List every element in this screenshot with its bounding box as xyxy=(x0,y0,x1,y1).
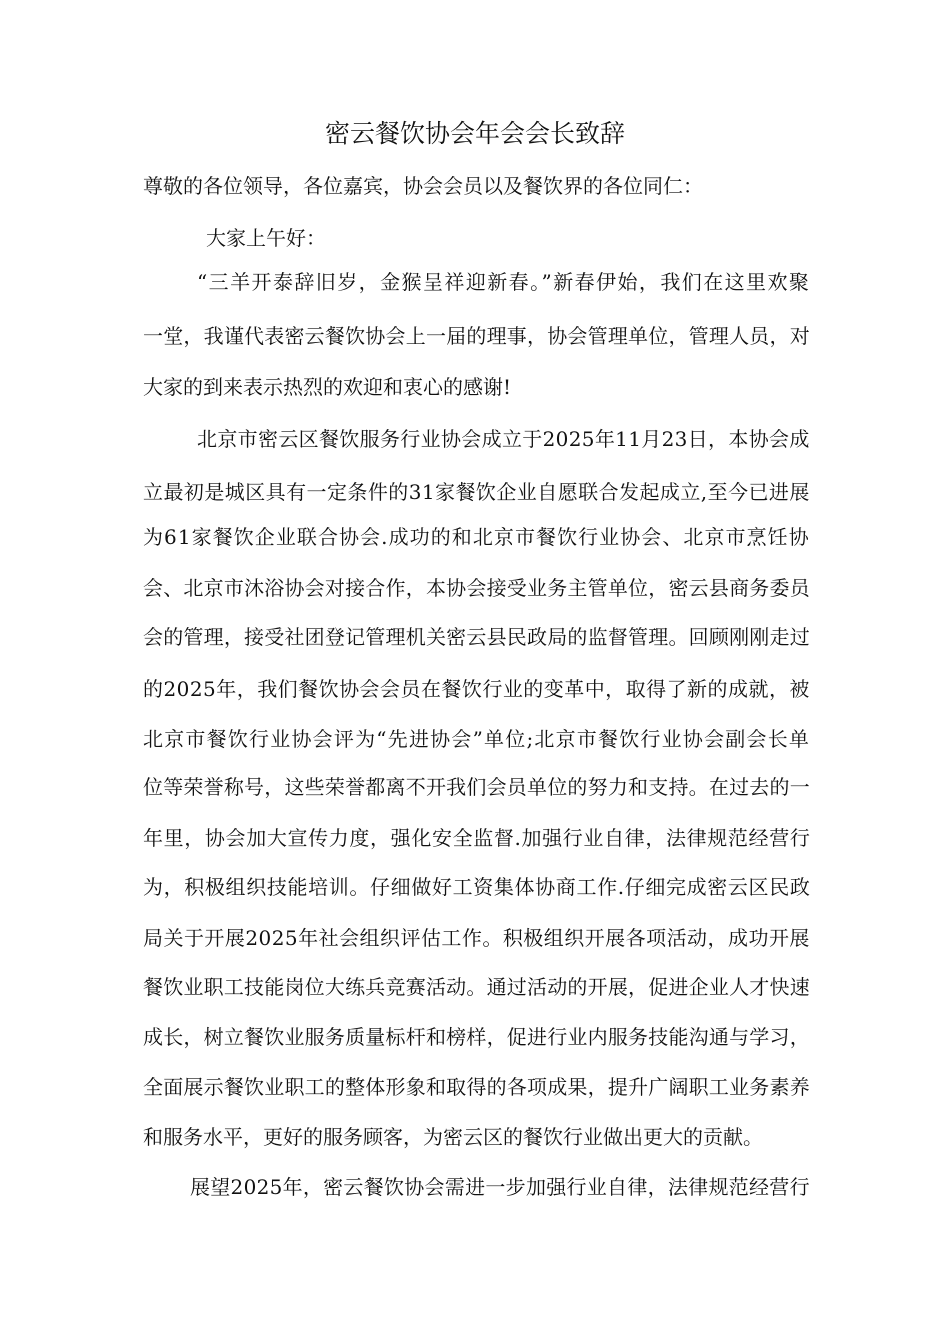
salutation: 尊敬的各位领导，各位嘉宾，协会会员以及餐饮界的各位同仁： xyxy=(143,174,703,198)
paragraph-2-line: 餐饮业职工技能岗位大练兵竞赛活动。通过活动的开展，促进企业人才快速 xyxy=(143,975,810,999)
paragraph-2-line: 会的管理，接受社团登记管理机关密云县民政局的监督管理。回顾刚刚走过 xyxy=(143,625,810,649)
paragraph-2-line: 为61家餐饮企业联合协会.成功的和北京市餐饮行业协会、北京市烹饪协 xyxy=(143,525,810,549)
paragraph-2-line: 立最初是城区具有一定条件的31家餐饮企业自愿联合发起成立,至今已进展 xyxy=(143,480,810,504)
paragraph-2-line: 局关于开展2025年社会组织评估工作。积极组织开展各项活动，成功开展 xyxy=(143,926,810,950)
paragraph-1-line: 一堂，我谨代表密云餐饮协会上一届的理事，协会管理单位，管理人员，对 xyxy=(143,324,810,348)
paragraph-2-line: 北京市餐饮行业协会评为“先进协会”单位;北京市餐饮行业协会副会长单 xyxy=(143,727,811,751)
document-title: 密云餐饮协会年会会长致辞 xyxy=(324,119,625,148)
paragraph-2-line: 的2025年，我们餐饮协会会员在餐饮行业的变革中，取得了新的成就，被 xyxy=(143,677,810,701)
paragraph-1-line: “三羊开泰辞旧岁，金猴呈祥迎新春。”新春伊始，我们在这里欢聚 xyxy=(197,270,811,294)
paragraph-2-line: 年里，协会加大宣传力度，强化安全监督.加强行业自律，法律规范经营行 xyxy=(143,826,811,850)
paragraph-1-line: 大家的到来表示热烈的欢迎和衷心的感谢! xyxy=(143,375,512,399)
paragraph-2-line: 和服务水平，更好的服务顾客，为密云区的餐饮行业做出更大的贡献。 xyxy=(143,1125,763,1149)
paragraph-2-line: 为，积极组织技能培训。仔细做好工资集体协商工作.仔细完成密云区民政 xyxy=(143,875,811,899)
greeting: 大家上午好： xyxy=(206,226,326,250)
paragraph-2-line: 北京市密云区餐饮服务行业协会成立于2025年11月23日，本协会成 xyxy=(197,427,810,451)
paragraph-2-line: 成长，树立餐饮业服务质量标杆和榜样，促进行业内服务技能沟通与学习， xyxy=(143,1025,810,1049)
paragraph-2-line: 会、北京市沐浴协会对接合作，本协会接受业务主管单位，密云县商务委员 xyxy=(143,576,810,600)
paragraph-2-line: 位等荣誉称号，这些荣誉都离不开我们会员单位的努力和支持。在过去的一 xyxy=(143,775,810,799)
paragraph-2-line: 全面展示餐饮业职工的整体形象和取得的各项成果，提升广阔职工业务素养 xyxy=(143,1075,810,1099)
paragraph-3-line: 展望2025年，密云餐饮协会需进一步加强行业自律，法律规范经营行 xyxy=(190,1175,810,1199)
